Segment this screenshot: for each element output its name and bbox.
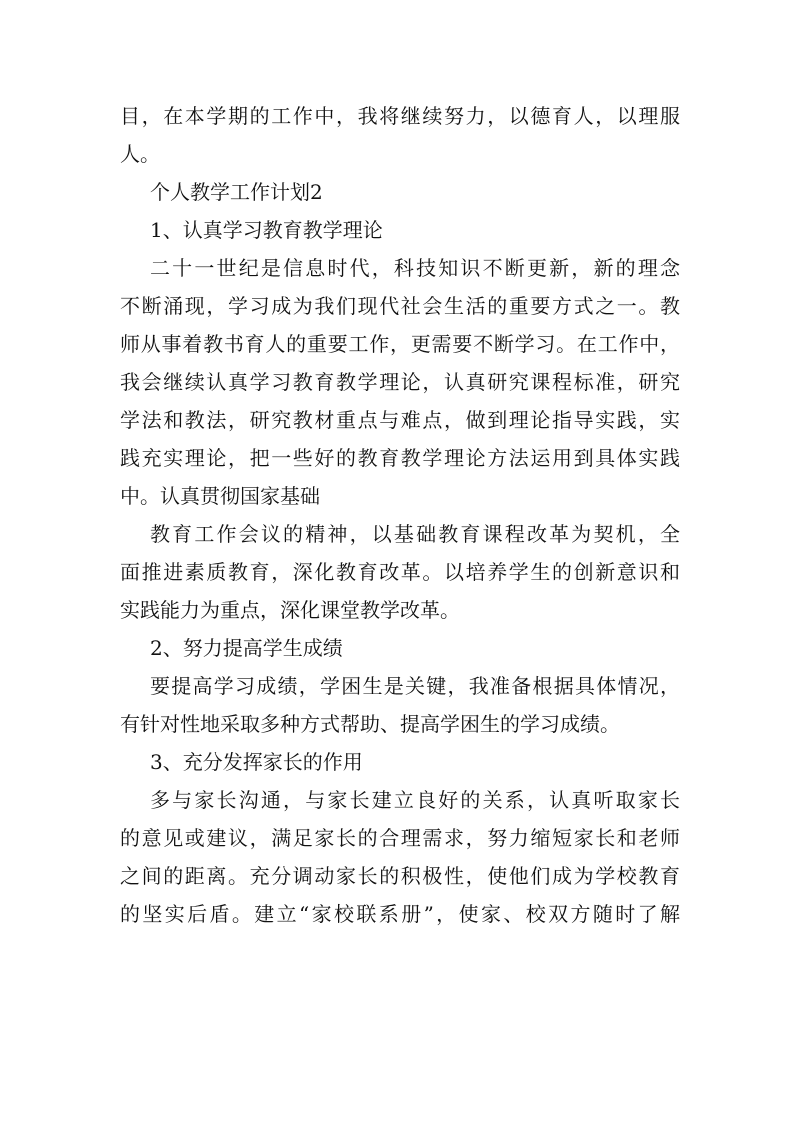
- text-line: 学法和教法，研究教材重点与难点，做到理论指导实践，实: [120, 408, 680, 432]
- document-body: [120, 97, 680, 933]
- text-line: 不断涌现，学习成为我们现代社会生活的重要方式之一。教: [120, 294, 680, 318]
- text-line: 我会继续认真学习教育教学理论，认真研究课程标准，研究: [120, 370, 680, 394]
- text-line: 二十一世纪是信息时代，科技知识不断更新，新的理念: [150, 256, 680, 280]
- text-line: 人。: [120, 142, 160, 166]
- text-line: 的坚实后盾。建立“家校联系册”，使家、校双方随时了解: [120, 902, 680, 926]
- section-heading: 3、充分发挥家长的作用: [150, 750, 363, 774]
- section-title: 个人教学工作计划2: [150, 180, 323, 204]
- text-line: 之间的距离。充分调动家长的积极性，使他们成为学校教育: [120, 864, 680, 888]
- text-line: 师从事着教书育人的重要工作，更需要不断学习。在工作中，: [120, 332, 680, 356]
- section-heading: 2、努力提高学生成绩: [150, 636, 343, 660]
- text-line: 要提高学习成绩，学困生是关键，我准备根据具体情况，: [150, 674, 680, 698]
- section-heading: 1、认真学习教育教学理论: [150, 218, 383, 242]
- text-line: 践充实理论，把一些好的教育教学理论方法运用到具体实践: [120, 446, 680, 470]
- text-line: 实践能力为重点，深化课堂教学改革。: [120, 598, 460, 622]
- text-line: 中。认真贯彻国家基础: [120, 484, 320, 508]
- text-line: 的意见或建议，满足家长的合理需求，努力缩短家长和老师: [120, 826, 680, 850]
- text-line: 面推进素质教育，深化教育改革。以培养学生的创新意识和: [120, 560, 680, 584]
- text-line: 多与家长沟通，与家长建立良好的关系，认真听取家长: [150, 788, 680, 812]
- text-line: 有针对性地采取多种方式帮助、提高学困生的学习成绩。: [120, 712, 620, 736]
- text-line: 目，在本学期的工作中，我将继续努力，以德育人，以理服: [120, 104, 680, 128]
- text-line: 教育工作会议的精神，以基础教育课程改革为契机，全: [150, 522, 680, 546]
